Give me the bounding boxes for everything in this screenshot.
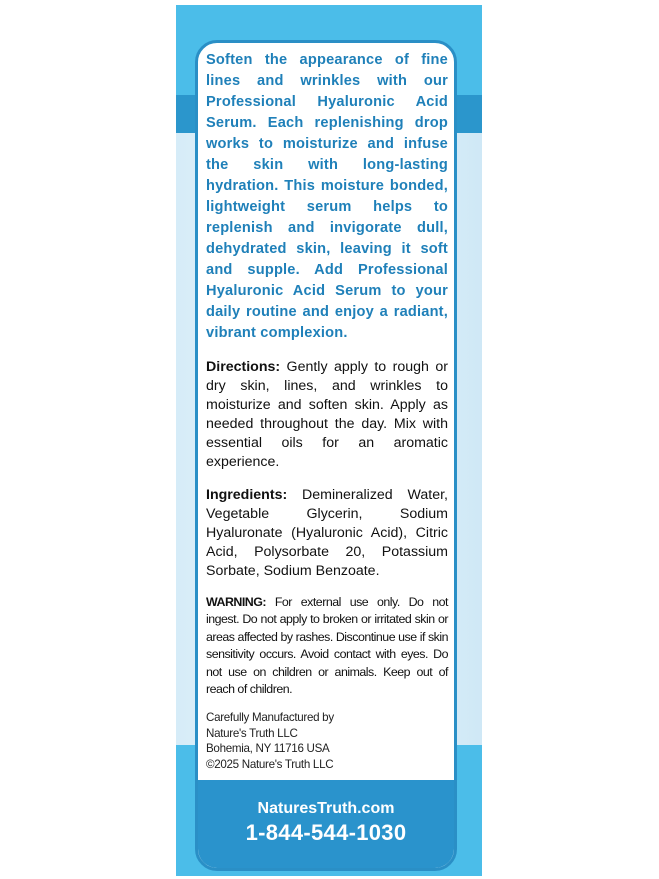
info-card [195, 40, 457, 871]
ingredients-label: Ingredients: [206, 487, 288, 503]
manufacturer-info [206, 710, 448, 772]
warning-text: For external use only. Do not ingest. Do not apply to broken or irritated skin or areas affected by rashes. Discontinue use if skin sensitivity occurs. Avoid contact with eyes. Do not use on children or animals. Keep out of reach of children. [206, 595, 448, 697]
ingredients [206, 486, 448, 581]
ingredients-text: Demineralized Water, Vegetable Glycerin, Sodium Hyaluronate (Hyaluronic Acid), Citric Acid, Polysorbate 20, Potassium Sorbate, Sodium Benzoate. [206, 487, 448, 579]
label-panel [176, 5, 482, 876]
manufacturer-line: Carefully Manufactured by [206, 711, 334, 725]
manufacturer-line: ©2025 Nature's Truth LLC [206, 757, 334, 771]
manufacturer-line: Bohemia, NY 11716 USA [206, 742, 330, 756]
directions-label: Directions: [206, 359, 281, 375]
manufacturer-line: Nature's Truth LLC [206, 726, 298, 740]
directions [206, 358, 448, 472]
directions-text: Gently apply to rough or dry skin, lines, and wrinkles to moisturize and soften skin. Apply as needed throughout the day. Mix with essential oils for an aromatic experience. [206, 359, 448, 470]
warning [206, 594, 448, 698]
website: NaturesTruth.com [257, 800, 395, 818]
phone-number: 1-844-544-1030 [245, 820, 407, 846]
warning-label: WARNING: [206, 595, 267, 609]
product-description: Soften the appearance of fine lines and wrinkles with our Professional Hyaluronic Acid Serum. Each replenishing drop works to moisturize and infuse the skin with long-lasting hydration. This moisture bonded, lightweight serum helps to replenish and invigorate dull, dehydrated skin, leaving it soft and supple. Add Professional Hyaluronic Acid Serum to your daily routine and enjoy a radiant, vibrant complexion. [206, 52, 448, 341]
contact-footer [198, 780, 454, 868]
